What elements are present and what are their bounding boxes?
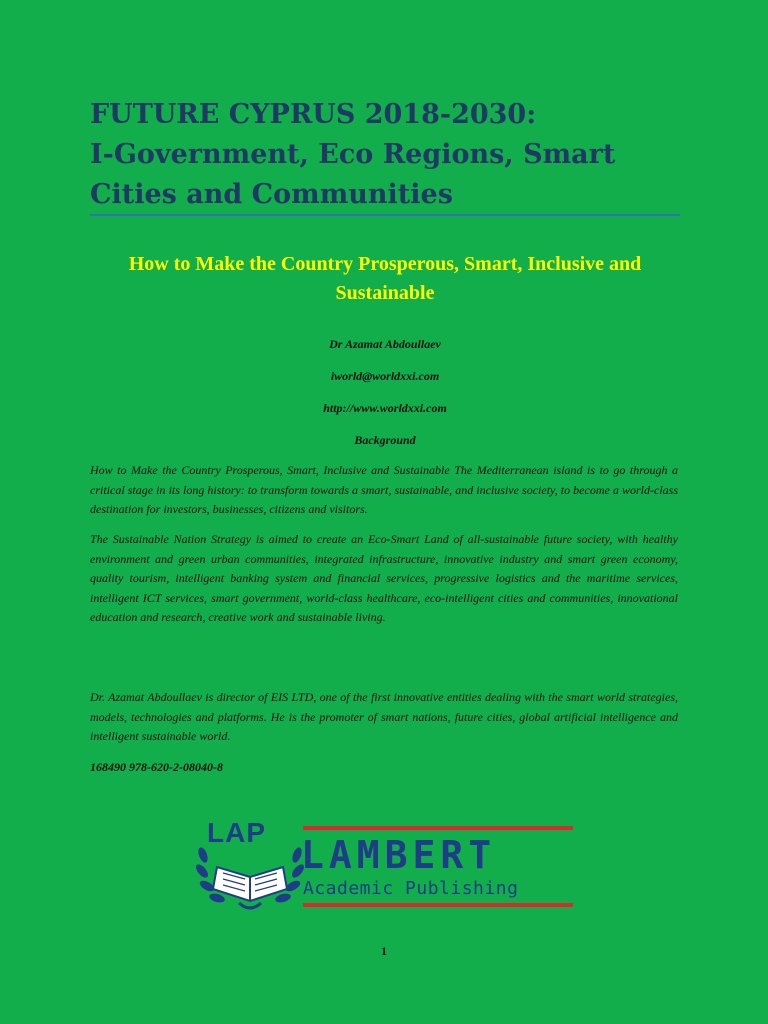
paragraph-strategy: The Sustainable Nation Strategy is aimed to create an Eco-Smart Land of all-sustainable future society, with healthy environment and green urban communities, integrated infrastructure, innovative industry and smart green economy, quality tourism, intelligent banking system and financial services, progressive logistics and the maritime services, intelligent ICT services, smart government, world-class healthcare, eco-intelligent cities and communities, innovational education and research, creative work and sustainable living.	[90, 532, 678, 624]
section-heading: Background	[354, 433, 416, 447]
author-website: http://www.worldxxi.com	[323, 401, 447, 415]
title-line-1: FUTURE CYPRUS 2018-2030:	[90, 99, 537, 130]
document-title	[90, 95, 690, 215]
author-email: iworld@worldxxi.com	[330, 369, 440, 383]
document-subtitle: How to Make the Country Prosperous, Smart, Inclusive and Sustainable	[128, 253, 642, 304]
logo-publisher-name: LAMBERT	[301, 833, 497, 877]
author-name: Dr Azamat Abdoullaev	[329, 337, 441, 351]
logo-rule-top	[303, 826, 573, 830]
logo-emblem-text: LAP	[207, 817, 266, 848]
paragraph-author-bio: Dr. Azamat Abdoullaev is director of EIS LTD, one of the first innovative entities dealing with the smart world strategies, models, technologies and platforms. He is the promoter of smart nations, future cities, global artificial intelligence and intelligent sustainable world.	[90, 690, 678, 743]
paragraph-intro: How to Make the Country Prosperous, Smart, Inclusive and Sustainable The Mediterranean island is to go through a critical stage in its long history: to transform towards a smart, sustainable, and inclusive society, to become a world-class destination for investors, businesses, citizens and visitors.	[90, 463, 678, 516]
title-underline	[90, 214, 680, 216]
title-line-2: I-Government, Eco Regions, Smart	[90, 139, 616, 170]
logo-tagline: Academic Publishing	[303, 878, 519, 899]
title-line-3: Cities and Communities	[90, 179, 453, 210]
page-number: 1	[381, 944, 387, 958]
logo-rule-bottom	[303, 903, 573, 907]
isbn-number: 168490 978-620-2-08040-8	[90, 760, 223, 774]
publisher-logo	[195, 815, 580, 915]
